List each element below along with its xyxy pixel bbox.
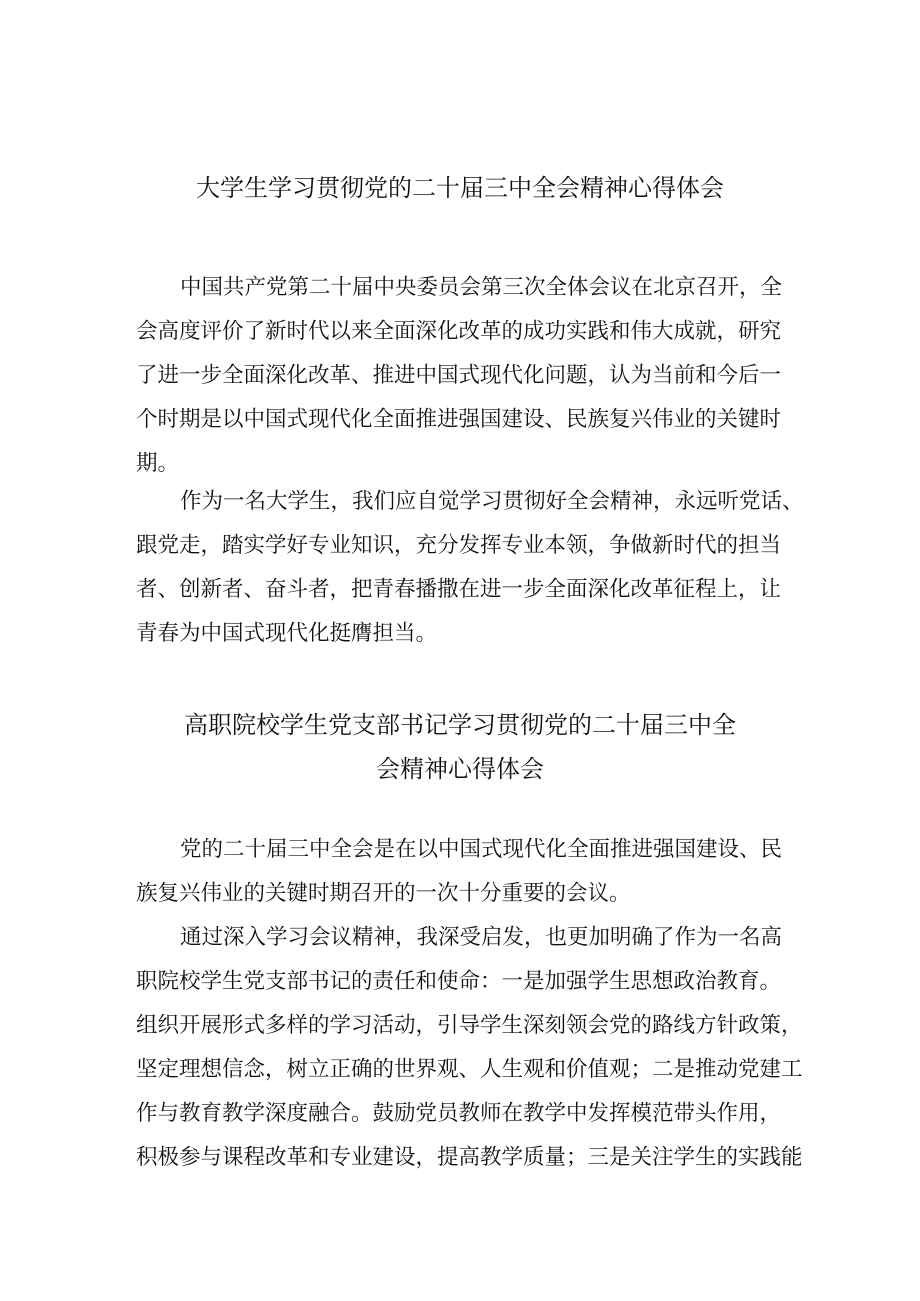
text-line: 跟党走，踏实学好专业知识，充分发挥专业本领，争做新时代的担当 bbox=[136, 533, 782, 558]
section-1-paragraph-2 bbox=[136, 480, 804, 656]
text-line: 了进一步全面深化改革、推进中国式现代化问题，认为当前和今后一 bbox=[136, 363, 782, 388]
text-line: 期。 bbox=[136, 451, 180, 476]
section-1-title bbox=[0, 166, 920, 210]
section-1-title-text: 大学生学习贯彻党的二十届三中全会精神心得体会 bbox=[196, 174, 724, 202]
section-2-paragraph-2 bbox=[136, 916, 803, 1180]
text-line: 作与教育教学深度融合。鼓励党员教师在教学中发挥模范带头作用， bbox=[136, 1101, 782, 1126]
text-line: 作为一名大学生，我们应自觉学习贯彻好全会精神，永远听党话、 bbox=[180, 489, 804, 514]
text-line: 职院校学生党支部书记的责任和使命：一是加强学生思想政治教育。 bbox=[136, 969, 782, 994]
text-line: 会高度评价了新时代以来全面深化改革的成功实践和伟大成就，研究 bbox=[136, 319, 782, 344]
text-line: 坚定理想信念，树立正确的世界观、人生观和价值观；二是推动党建工 bbox=[136, 1057, 803, 1082]
section-2-title bbox=[0, 703, 920, 791]
text-line: 族复兴伟业的关键时期召开的一次十分重要的会议。 bbox=[136, 881, 631, 906]
text-line: 积极参与课程改革和专业建设，提高教学质量；三是关注学生的实践能 bbox=[136, 1145, 803, 1170]
text-line: 个时期是以中国式现代化全面推进强国建设、民族复兴伟业的关键时 bbox=[136, 407, 782, 432]
section-2-title-line: 会精神心得体会 bbox=[376, 755, 544, 783]
section-1-paragraph-1 bbox=[136, 266, 796, 486]
text-line: 通过深入学习会议精神，我深受启发，也更加明确了作为一名高 bbox=[180, 925, 783, 950]
text-line: 中国共产党第二十届中央委员会第三次全体会议在北京召开，全 bbox=[180, 275, 783, 300]
section-2-paragraph-1 bbox=[136, 828, 796, 916]
text-line: 者、创新者、奋斗者，把青春播撒在进一步全面深化改革征程上，让 bbox=[136, 577, 782, 602]
text-line: 党的二十届三中全会是在以中国式现代化全面推进强国建设、民 bbox=[180, 837, 783, 862]
text-line: 青春为中国式现代化挺膺担当。 bbox=[136, 621, 438, 646]
section-2-title-line: 高职院校学生党支部书记学习贯彻党的二十届三中全 bbox=[184, 711, 736, 739]
text-line: 组织开展形式多样的学习活动，引导学生深刻领会党的路线方针政策， bbox=[136, 1013, 803, 1038]
